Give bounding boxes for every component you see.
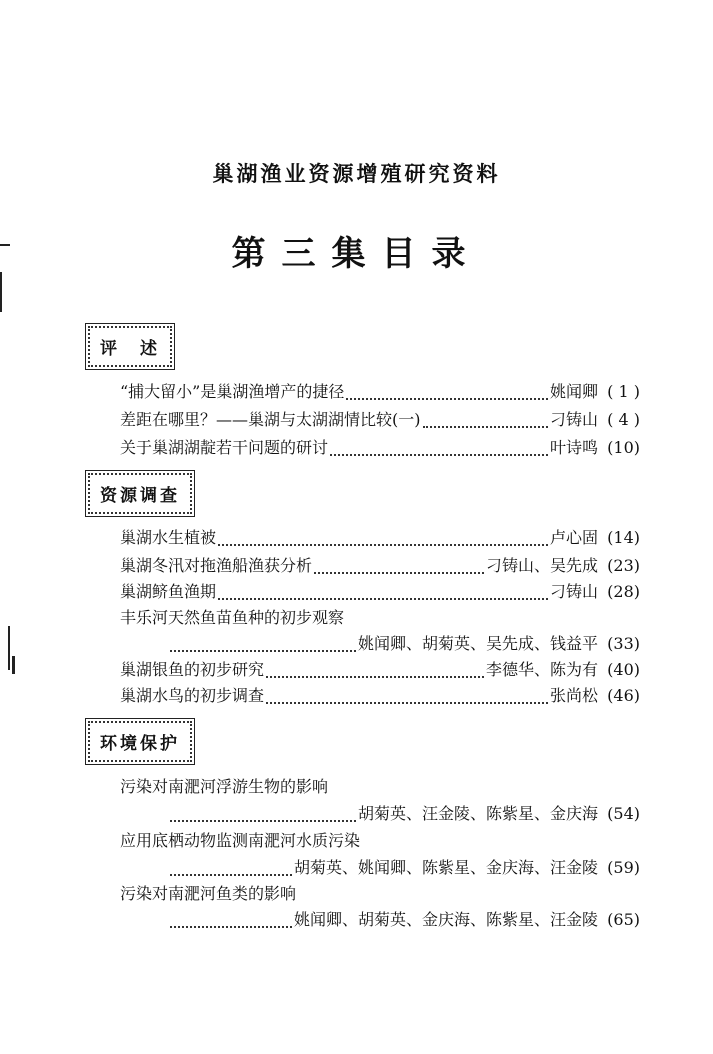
dot-leader xyxy=(346,384,548,400)
entry-authors: 叶诗鸣 xyxy=(549,438,598,457)
scan-mark xyxy=(0,272,2,312)
section-label: 环境保护 xyxy=(88,721,192,762)
dot-leader xyxy=(266,688,548,704)
entry-title: 应用底栖动物监测南淝河水质污染 xyxy=(120,831,361,850)
entry-authors: 刁铸山、吴先成 xyxy=(485,556,598,575)
toc-entry xyxy=(120,406,640,434)
scan-mark xyxy=(0,244,10,246)
entry-page: (14) xyxy=(607,528,640,547)
dot-leader xyxy=(170,806,356,822)
toc-entry xyxy=(120,656,640,684)
section-header-resource-survey xyxy=(85,470,195,517)
entry-page: ( 4 ) xyxy=(607,410,640,429)
entry-authors: 姚闻卿、胡菊英、吴先成、钱益平 xyxy=(357,634,598,653)
toc-entry-author-line xyxy=(168,854,640,882)
entry-page: (28) xyxy=(607,582,640,601)
section-label: 资源调查 xyxy=(88,473,192,514)
scan-mark xyxy=(8,626,10,670)
dot-leader xyxy=(314,558,484,574)
toc-entry xyxy=(120,378,640,406)
toc-entry xyxy=(120,552,640,580)
entry-page: (59) xyxy=(607,858,640,877)
entry-title: 污染对南淝河浮游生物的影响 xyxy=(120,777,329,796)
toc-entry-title-line xyxy=(120,880,640,908)
toc-title: 第三集目录 xyxy=(231,234,482,274)
dot-leader xyxy=(266,662,484,678)
dot-leader xyxy=(170,860,292,876)
toc-entry-author-line xyxy=(168,906,640,934)
entry-authors: 姚闻卿 xyxy=(549,382,598,401)
dot-leader xyxy=(170,912,292,928)
entry-authors: 李德华、陈为有 xyxy=(485,660,598,679)
entry-title: 差距在哪里？——巢湖与太湖湖情比较(一) xyxy=(120,410,421,429)
entry-title: 巢湖银鱼的初步研究 xyxy=(120,660,265,679)
section-header-environment xyxy=(85,718,195,765)
scan-mark xyxy=(12,656,15,674)
toc-entry-author-line xyxy=(168,800,640,828)
entry-page: (54) xyxy=(607,804,640,823)
entry-page: (40) xyxy=(607,660,640,679)
entry-authors: 刁铸山 xyxy=(549,410,598,429)
entry-authors: 卢心固 xyxy=(549,528,598,547)
entry-page: (23) xyxy=(607,556,640,575)
entry-title: 丰乐河天然鱼苗鱼种的初步观察 xyxy=(120,608,345,627)
entry-title: 关于巢湖湖靛若干问题的研讨 xyxy=(120,438,329,457)
entry-page: ( 1 ) xyxy=(607,382,640,401)
entry-authors: 姚闻卿、胡菊英、金庆海、陈紫星、汪金陵 xyxy=(293,910,598,929)
toc-entry xyxy=(120,524,640,552)
entry-title: “捕大留小”是巢湖渔增产的捷径 xyxy=(120,382,345,401)
toc-entry-author-line xyxy=(168,630,640,658)
toc-entry-title-line xyxy=(120,604,640,632)
dot-leader xyxy=(423,412,548,428)
toc-entry xyxy=(120,578,640,606)
section-header-review xyxy=(85,323,175,370)
series-title: 巢湖渔业资源增殖研究资料 xyxy=(212,162,501,186)
entry-title: 巢湖水生植被 xyxy=(120,528,217,547)
dot-leader xyxy=(330,440,548,456)
dot-leader xyxy=(218,584,548,600)
toc-entry-title-line xyxy=(120,827,640,855)
entry-title: 污染对南淝河鱼类的影响 xyxy=(120,884,297,903)
dot-leader xyxy=(218,530,548,546)
entry-page: (65) xyxy=(607,910,640,929)
entry-title: 巢湖冬汛对拖渔船渔获分析 xyxy=(120,556,313,575)
section-label: 评 述 xyxy=(88,326,172,367)
entry-authors: 刁铸山 xyxy=(549,582,598,601)
entry-page: (10) xyxy=(607,438,640,457)
entry-title: 巢湖鲚鱼渔期 xyxy=(120,582,217,601)
toc-entry-title-line xyxy=(120,773,640,801)
dot-leader xyxy=(170,636,356,652)
entry-authors: 张尚松 xyxy=(549,686,598,705)
toc-entry xyxy=(120,682,640,710)
toc-entry xyxy=(120,434,640,462)
entry-authors: 胡菊英、汪金陵、陈紫星、金庆海 xyxy=(357,804,598,823)
entry-page: (33) xyxy=(607,634,640,653)
entry-page: (46) xyxy=(607,686,640,705)
entry-title: 巢湖水鸟的初步调查 xyxy=(120,686,265,705)
entry-authors: 胡菊英、姚闻卿、陈紫星、金庆海、汪金陵 xyxy=(293,858,598,877)
